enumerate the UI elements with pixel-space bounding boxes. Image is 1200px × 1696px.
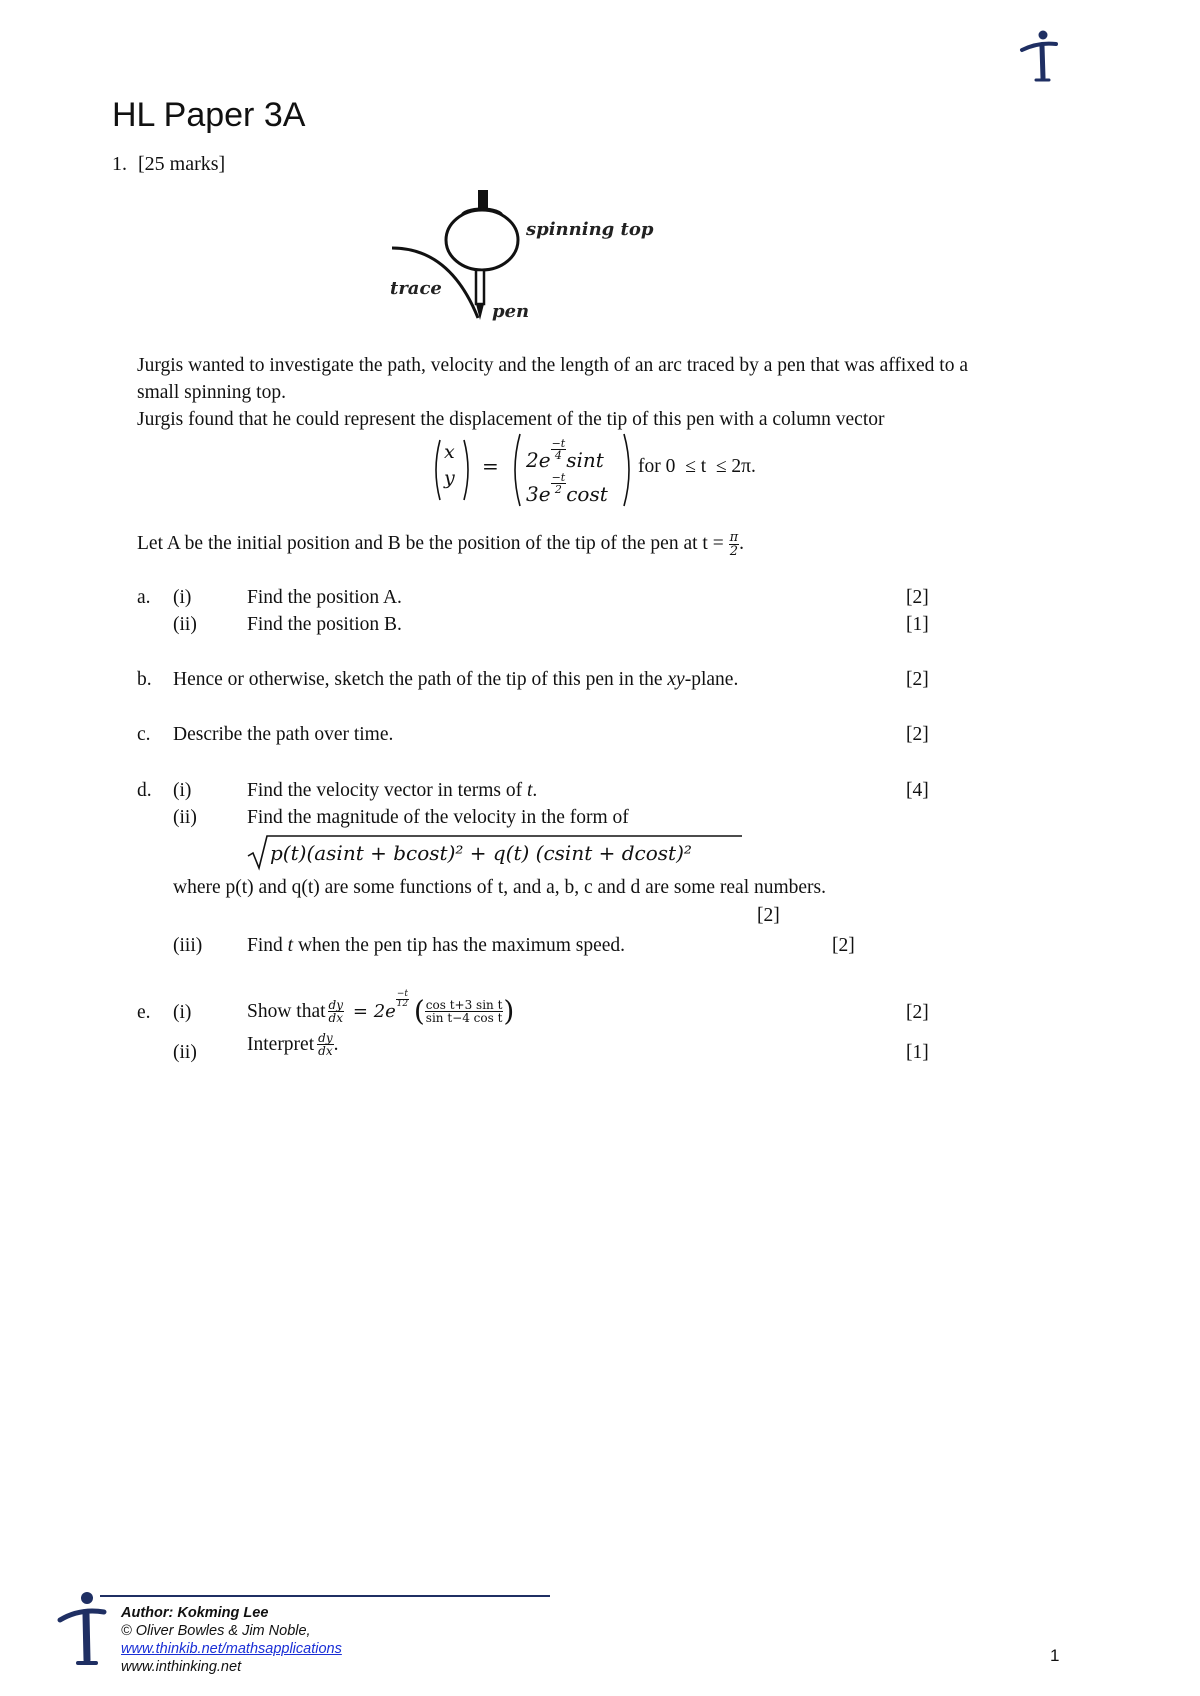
part-d-ii-marks: [2]: [757, 905, 780, 926]
question-heading: [112, 153, 225, 176]
part-c-label: c.: [137, 724, 151, 745]
inthinking-logo-icon: [1016, 28, 1062, 86]
intro-line-1: Jurgis wanted to investigate the path, velocity and the length of an arc traced by a pen that was affixed to a: [137, 355, 969, 376]
part-d-ii-num: (ii): [173, 807, 197, 828]
footer-rule: [100, 1595, 550, 1597]
part-d-iii-text: Find t when the pen tip has the maximum speed.: [247, 935, 626, 956]
part-c-text: Describe the path over time.: [173, 724, 394, 745]
top-row-exponent: $\frac{-t}{4}$: [551, 437, 566, 462]
interpret-end: .: [333, 1033, 339, 1055]
spinning-top-figure: [380, 190, 700, 340]
equals-sign: =: [482, 454, 499, 478]
part-e-label: e.: [137, 1002, 151, 1023]
let-line-fraction: $\frac{\pi}{2}$: [729, 530, 739, 560]
part-a-ii-num: (ii): [173, 614, 197, 635]
part-e-ii-num: (ii): [173, 1042, 197, 1063]
let-line-end: .: [739, 533, 744, 554]
part-d-i-num: (i): [173, 780, 192, 801]
top-row-fn: sint: [566, 448, 604, 472]
part-b-label: b.: [137, 669, 152, 690]
part-d-ii-where: where p(t) and q(t) are some functions of t, and a, b, c and d are some real numbers.: [173, 877, 827, 898]
vector-top-row: [526, 438, 604, 473]
top-body: [446, 210, 518, 270]
part-b-text: Hence or otherwise, sketch the path of the tip of this pen in the xy-plane.: [173, 669, 739, 690]
footer-block: [121, 1604, 342, 1676]
part-d-iii-num: (iii): [173, 935, 203, 956]
intro-line-2: small spinning top.: [137, 382, 286, 403]
page-number: 1: [1050, 1646, 1060, 1665]
interpret-dy-dx: $\frac{dy}{dx}$: [318, 1031, 333, 1058]
pen-label: pen: [492, 301, 530, 322]
part-e-ii-marks: [1]: [906, 1042, 929, 1063]
part-e-i-marks: [2]: [906, 1002, 929, 1023]
top-row-coef: 2e: [526, 448, 551, 472]
magnitude-formula-text: p(t)(asint + bcost)² + q(t) (csint + dcost)²: [270, 841, 692, 865]
part-d-i-marks: [4]: [906, 780, 929, 801]
part-a-i-text: Find the position A.: [247, 587, 402, 608]
part-a-ii-text: Find the position B.: [247, 614, 402, 635]
part-a-ii-marks: [1]: [906, 614, 929, 635]
dy-dx-fraction: $\frac{dy}{dx}$: [328, 998, 344, 1026]
footer-link-inthinking[interactable]: www.inthinking.net: [121, 1659, 242, 1675]
interpret-text: Interpret: [247, 1033, 315, 1055]
footer-logo-icon: [56, 1590, 108, 1670]
spinning-top-label: spinning top: [526, 219, 654, 240]
intro-line-3: Jurgis found that he could represent the displacement of the tip of this pen with a column vector: [137, 409, 885, 430]
part-d-ii-text: Find the magnitude of the velocity in the form of: [247, 807, 629, 828]
part-c-marks: [2]: [906, 724, 929, 745]
show-that-text: Show that: [247, 1000, 326, 1022]
vector-x: x: [444, 441, 455, 463]
question-marks: [25 marks]: [138, 153, 226, 175]
bottom-row-fn: cost: [566, 482, 608, 506]
e-i-rhs: = 2e: [352, 1000, 396, 1022]
part-e-i-num: (i): [173, 1002, 192, 1023]
question-number: 1.: [112, 153, 127, 175]
part-a-i-num: (i): [173, 587, 192, 608]
vector-y: y: [444, 467, 455, 489]
pen-body: [476, 270, 484, 304]
part-b-marks: [2]: [906, 669, 929, 690]
let-line: [137, 530, 744, 558]
part-e-ii-text: [247, 1032, 338, 1057]
part-a-label: a.: [137, 587, 151, 608]
part-a-i-marks: [2]: [906, 587, 929, 608]
footer-author: Author: Kokming Lee: [121, 1605, 269, 1621]
bottom-row-coef: 3e: [526, 482, 551, 506]
e-i-exponent: $\frac{-t}{12}$: [396, 989, 409, 1009]
e-i-main-fraction: $\frac{\text{cos t+3 sin t}}{\text{sin t−4 cos t}}$: [425, 998, 503, 1026]
part-e-i-text: Show that $\frac{dy}{dx}$ = 2e $\frac{-t}{12}$ ( $\frac{\text{cos t+3 sin t}}{\text{sin t−4 cos t}}$ ): [247, 989, 515, 1028]
domain-text: for 0 ≤ t ≤ 2π.: [638, 456, 756, 477]
footer-link-thinkib[interactable]: www.thinkib.net/mathsapplications: [121, 1641, 342, 1657]
trace-label: trace: [390, 278, 442, 299]
page-title: HL Paper 3A: [112, 96, 306, 134]
part-d-label: d.: [137, 780, 152, 801]
intro-paragraph: [137, 352, 1097, 433]
displacement-equation: [432, 432, 832, 506]
part-d-iii-marks: [2]: [832, 935, 855, 956]
vector-bottom-row: [526, 472, 608, 507]
let-line-text: Let A be the initial position and B be the position of the tip of the pen at t =: [137, 533, 724, 554]
bottom-row-exponent: $\frac{-t}{2}$: [551, 471, 566, 496]
part-d-i-text: Find the velocity vector in terms of t.: [247, 780, 538, 801]
footer-copyright: © Oliver Bowles & Jim Noble,: [121, 1623, 311, 1639]
